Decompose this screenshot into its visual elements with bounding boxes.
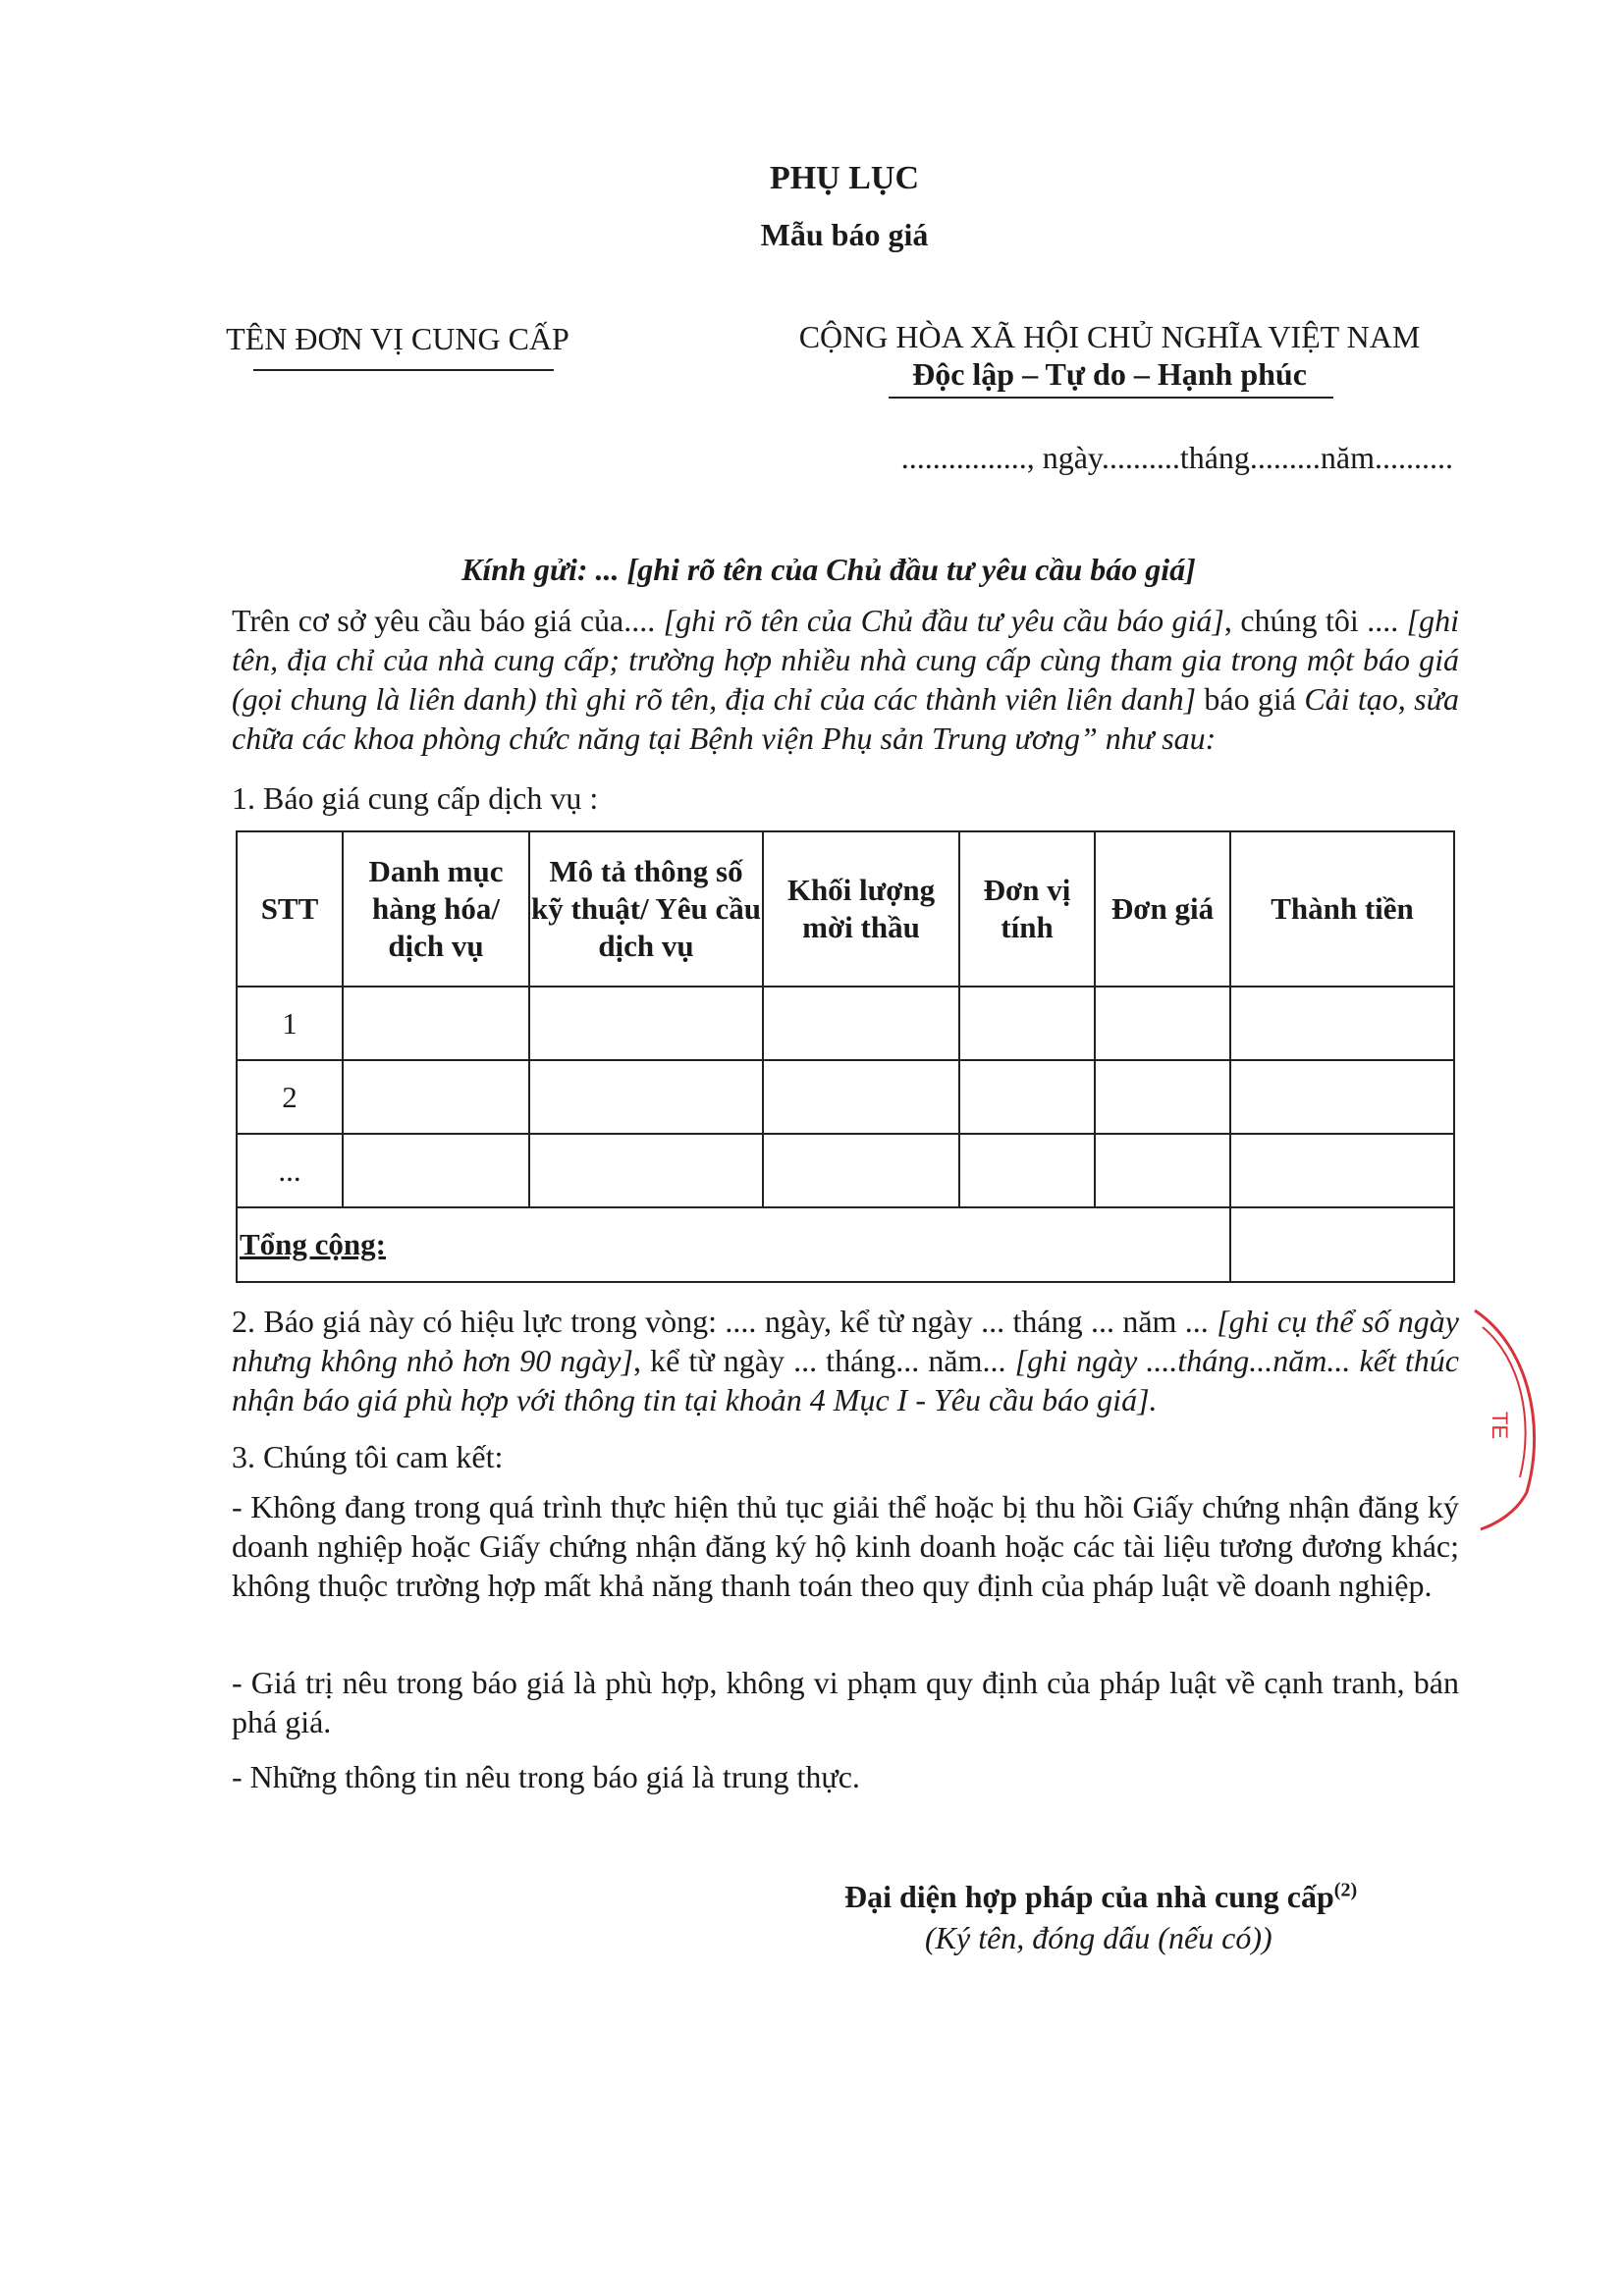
intro-text-3: báo giá: [1196, 681, 1296, 717]
form-title: Mẫu báo giá: [760, 217, 929, 252]
signer-note: (Ký tên, đóng dấu (nếu có)): [925, 1920, 1272, 1955]
row-cell-amount[interactable]: [1230, 987, 1454, 1060]
republic-name: CỘNG HÒA XÃ HỘI CHỦ NGHĨA VIỆT NAM: [798, 319, 1421, 354]
footnote-marker: (2): [1333, 1879, 1358, 1901]
greeting-label: Kính gửi: ...: [461, 552, 620, 587]
header-spec: Mô tả thông số kỹ thuật/ Yêu cầu dịch vụ: [529, 831, 763, 987]
row-cell-unit[interactable]: [959, 1134, 1095, 1207]
row-cell-item[interactable]: [343, 1060, 529, 1134]
greeting: [461, 552, 1196, 588]
intro-note-1: [ghi rõ tên của Chủ đầu tư yêu cầu báo giá]: [655, 603, 1224, 638]
signer-title-text: Đại diện hợp pháp của nhà cung cấp: [844, 1879, 1334, 1914]
intro-text-1: Trên cơ sở yêu cầu báo giá của....: [232, 603, 656, 638]
table-total-row: [237, 1207, 1454, 1282]
row-stt: 1: [237, 987, 343, 1060]
row-cell-amount[interactable]: [1230, 1060, 1454, 1134]
intro-note-2: [ghi tên, địa chỉ của nhà cung cấp; trường hợp nhiều nhà cung cấp cùng tham gia trong một báo giá (gọi chung là liên danh) thì ghi rõ tên, địa chỉ của các thành viên liên danh]: [232, 603, 1460, 717]
header-amount: Thành tiền: [1230, 831, 1454, 987]
stamp-text: TE: [1488, 1412, 1512, 1440]
header-unit: Đơn vị tính: [959, 831, 1095, 987]
row-cell-unit[interactable]: [959, 1060, 1095, 1134]
commitment-item: - Giá trị nêu trong báo giá là phù hợp, không vi phạm quy định của pháp luật về cạnh tranh, bán phá giá.: [232, 1665, 1459, 1739]
row-stt: 2: [237, 1060, 343, 1134]
row-cell-unit[interactable]: [959, 987, 1095, 1060]
section-1-title: 1. Báo giá cung cấp dịch vụ :: [232, 780, 599, 816]
row-cell-quantity[interactable]: [763, 1134, 959, 1207]
supplier-underline: [253, 369, 554, 371]
row-cell-spec[interactable]: [529, 1060, 763, 1134]
quote-table: [236, 830, 1455, 1283]
table-row: [237, 1134, 1454, 1207]
commitment-item: - Không đang trong quá trình thực hiện thủ tục giải thể hoặc bị thu hồi Giấy chứng nhận đăng ký doanh nghiệp hoặc Giấy chứng nhận đăng ký hộ kinh doanh hoặc các tài liệu tương đương khác; không thuộc trường hợp mất khả năng thanh toán theo quy định của pháp luật về doanh nghiệp.: [232, 1489, 1459, 1603]
supplier-name: TÊN ĐƠN VỊ CUNG CẤP: [226, 321, 569, 356]
validity-note-1: [ghi cụ thể số ngày nhưng không nhỏ hơn 90 ngày]: [232, 1304, 1460, 1378]
validity-paragraph: [232, 1302, 1459, 1419]
row-cell-unit-price[interactable]: [1095, 1134, 1230, 1207]
total-amount-cell[interactable]: [1230, 1207, 1454, 1282]
table-header-row: [237, 831, 1454, 987]
intro-paragraph: [232, 601, 1459, 758]
header-stt: STT: [237, 831, 343, 987]
row-cell-quantity[interactable]: [763, 1060, 959, 1134]
row-cell-unit-price[interactable]: [1095, 987, 1230, 1060]
intro-project-name: Cải tạo, sửa chữa các khoa phòng chức năng tại Bệnh viện Phụ sản Trung ương” như sau:: [232, 681, 1460, 756]
date-line: ................, ngày..........tháng.........năm..........: [900, 440, 1453, 475]
total-label: Tổng cộng:: [237, 1207, 1230, 1282]
motto-underline: [889, 397, 1333, 399]
table-row: [237, 1060, 1454, 1134]
signer-title: [844, 1879, 1357, 1915]
table-row: [237, 987, 1454, 1060]
validity-note-2: [ghi ngày ....tháng...năm... kết thúc nhận báo giá phù hợp với thông tin tại khoản 4 Mục I - Yêu cầu báo giá].: [232, 1343, 1460, 1417]
row-cell-item[interactable]: [343, 1134, 529, 1207]
row-cell-spec[interactable]: [529, 1134, 763, 1207]
appendix-title: PHỤ LỤC: [769, 160, 920, 196]
national-motto: Độc lập – Tự do – Hạnh phúc: [912, 356, 1307, 392]
validity-text-1: 2. Báo giá này có hiệu lực trong vòng: .... ngày, kể từ ngày ... tháng ... năm ...: [232, 1304, 1209, 1339]
header-item: Danh mục hàng hóa/ dịch vụ: [343, 831, 529, 987]
section-3-title: 3. Chúng tôi cam kết:: [232, 1439, 504, 1474]
row-cell-unit-price[interactable]: [1095, 1060, 1230, 1134]
row-cell-amount[interactable]: [1230, 1134, 1454, 1207]
intro-text-2: , chúng tôi ....: [1223, 603, 1399, 638]
row-cell-item[interactable]: [343, 987, 529, 1060]
header-quantity: Khối lượng mời thầu: [763, 831, 959, 987]
validity-text-2: , kể từ ngày ... tháng... năm...: [632, 1343, 1006, 1378]
row-cell-spec[interactable]: [529, 987, 763, 1060]
greeting-note: [ghi rõ tên của Chủ đầu tư yêu cầu báo giá]: [619, 552, 1196, 587]
row-stt: ...: [237, 1134, 343, 1207]
row-cell-quantity[interactable]: [763, 987, 959, 1060]
header-unit-price: Đơn giá: [1095, 831, 1230, 987]
stamp-mark: [1473, 1306, 1551, 1531]
commitment-item: - Những thông tin nêu trong báo giá là trung thực.: [232, 1759, 860, 1794]
